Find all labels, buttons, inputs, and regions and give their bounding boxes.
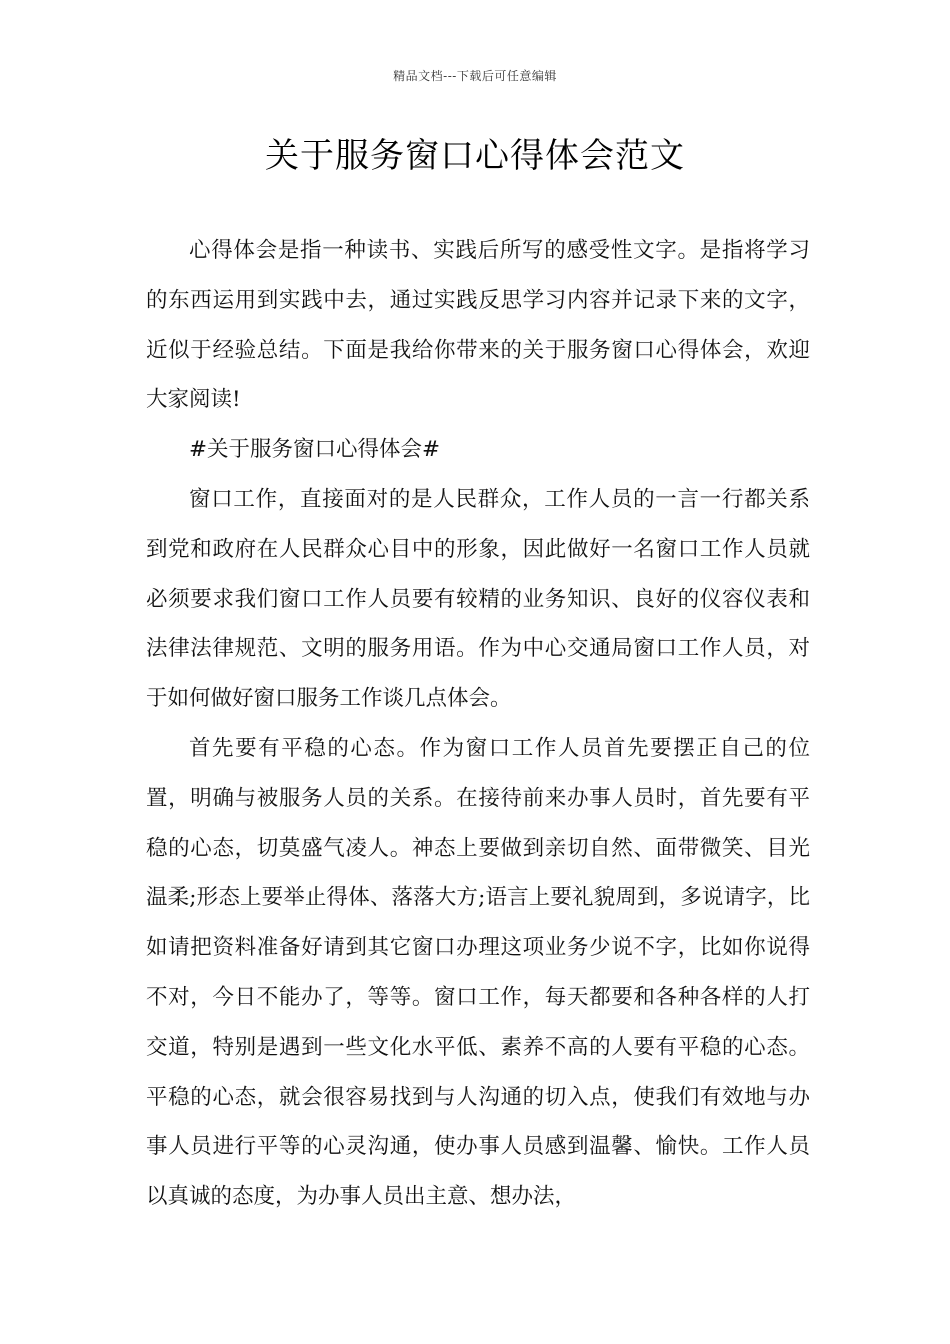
paragraph-intro: 心得体会是指一种读书、实践后所写的感受性文字。是指将学习的东西运用到实践中去，通过实践反思学习内容并记录下来的文字，近似于经验总结。下面是我给你带来的关于服务窗口心得体会，欢迎大家阅读! bbox=[146, 238, 810, 413]
document-title: 关于服务窗口心得体会范文 bbox=[265, 136, 685, 176]
paragraph-hashtag: #关于服务窗口心得体会# bbox=[189, 437, 441, 463]
document-body bbox=[146, 226, 810, 1222]
paragraph-window-work: 窗口工作，直接面对的是人民群众，工作人员的一言一行都关系到党和政府在人民群众心目中的形象，因此做好一名窗口工作人员就必须要求我们窗口工作人员要有较精的业务知识、良好的仪容仪表和法律法律规范、文明的服务用语。作为中心交通局窗口工作人员，对于如何做好窗口服务工作谈几点体会。 bbox=[146, 486, 810, 712]
paragraph-calm-mindset: 首先要有平稳的心态。作为窗口工作人员首先要摆正自己的位置，明确与被服务人员的关系。在接待前来办事人员时，首先要有平稳的心态，切莫盛气凌人。神态上要做到亲切自然、面带微笑、目光温柔;形态上要举止得体、落落大方;语言上要礼貌周到，多说请字，比如请把资料准备好请到其它窗口办理这项业务少说不字，比如你说得不对，今日不能办了，等等。窗口工作，每天都要和各种各样的人打交道，特别是遇到一些文化水平低、素养不高的人要有平稳的心态。平稳的心态，就会很容易找到与人沟通的切入点，使我们有效地与办事人员进行平等的心灵沟通，使办事人员感到温馨、愉快。工作人员以真诚的态度，为办事人员出主意、想办法， bbox=[146, 735, 810, 1210]
header-note: 精品文档---下载后可任意编辑 bbox=[393, 69, 557, 83]
